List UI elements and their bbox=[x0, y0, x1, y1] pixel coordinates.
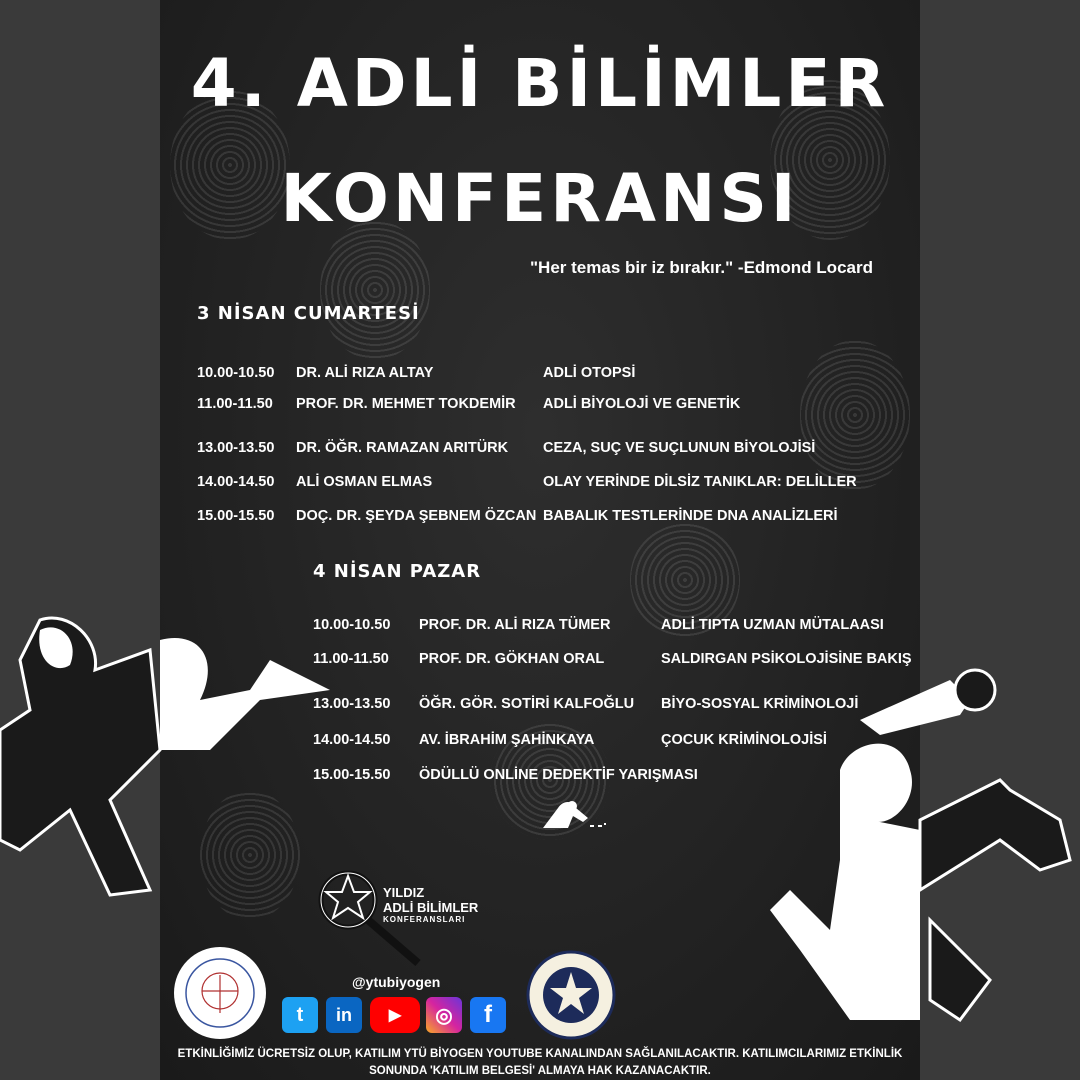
ytu-university-seal-icon bbox=[526, 950, 616, 1040]
session-speaker: DR. ÖĞR. RAMAZAN ARITÜRK bbox=[296, 440, 509, 456]
footer-line-1: ETKİNLİĞİMİZ ÜCRETSİZ OLUP, KATILIM YTÜ BİYOGEN YOUTUBE KANALINDAN SAĞLANILACAKTIR. KATILIMCILARIMIZ ETKİNLİK bbox=[177, 1048, 903, 1060]
logo-text-yildiz: YILDIZ bbox=[383, 885, 425, 900]
session-topic: ÇOCUK KRİMİNOLOJİSİ bbox=[661, 732, 827, 748]
title-line-2: KONFERANSI bbox=[280, 160, 800, 237]
session-time: 15.00-15.50 bbox=[313, 767, 391, 783]
session-time: 14.00-14.50 bbox=[197, 474, 275, 490]
twitter-icon[interactable]: t bbox=[282, 997, 318, 1033]
session-speaker: PROF. DR. GÖKHAN ORAL bbox=[419, 651, 605, 667]
session-topic: ADLİ TIPTA UZMAN MÜTALAASI bbox=[661, 617, 884, 633]
linkedin-icon[interactable]: in bbox=[326, 997, 362, 1033]
session-speaker: DR. ALİ RIZA ALTAY bbox=[296, 365, 434, 381]
session-topic: SALDIRGAN PSİKOLOJİSİNE BAKIŞ bbox=[661, 651, 912, 667]
session-time: 11.00-11.50 bbox=[197, 396, 273, 412]
logo-text-adli-bilimler: ADLİ BİLİMLER bbox=[383, 900, 479, 915]
locard-quote: "Her temas bir iz bırakır." -Edmond Locard bbox=[530, 258, 873, 277]
session-topic: ADLİ OTOPSİ bbox=[543, 365, 636, 381]
biogen-club-seal-icon bbox=[172, 945, 268, 1041]
session-time: 10.00-10.50 bbox=[197, 365, 275, 381]
running-figure-left-illustration bbox=[0, 600, 340, 900]
footer-info bbox=[160, 1046, 920, 1080]
footer-line-2: SONUNDA 'KATILIM BELGESİ' ALMAYA HAK KAZANACAKTIR. bbox=[369, 1065, 711, 1077]
session-speaker: PROF. DR. MEHMET TOKDEMİR bbox=[296, 396, 516, 412]
session-topic: ADLİ BİYOLOJİ VE GENETİK bbox=[543, 396, 741, 412]
session-time: 13.00-13.50 bbox=[197, 440, 275, 456]
youtube-icon[interactable]: ▶ bbox=[370, 997, 420, 1033]
left-margin bbox=[0, 0, 160, 1080]
session-topic: OLAY YERİNDE DİLSİZ TANIKLAR: DELİLLER bbox=[543, 474, 857, 490]
facebook-icon[interactable]: f bbox=[470, 997, 506, 1033]
day1-heading: 3 NİSAN CUMARTESİ bbox=[197, 303, 420, 324]
crawling-detective-icon bbox=[538, 798, 608, 832]
session-topic: BABALIK TESTLERİNDE DNA ANALİZLERİ bbox=[543, 508, 838, 524]
session-time: 11.00-11.50 bbox=[313, 651, 389, 667]
session-time: 15.00-15.50 bbox=[197, 508, 275, 524]
session-speaker: DOÇ. DR. ŞEYDA ŞEBNEM ÖZCAN bbox=[296, 508, 537, 524]
session-speaker: PROF. DR. ALİ RIZA TÜMER bbox=[419, 617, 611, 633]
session-speaker: AV. İBRAHİM ŞAHİNKAYA bbox=[419, 732, 595, 748]
session-speaker: ALİ OSMAN ELMAS bbox=[296, 474, 433, 490]
instagram-icon[interactable]: ◎ bbox=[426, 997, 462, 1033]
day2-heading: 4 NİSAN PAZAR bbox=[313, 561, 482, 582]
session-topic: CEZA, SUÇ VE SUÇLUNUN BİYOLOJİSİ bbox=[543, 440, 816, 456]
fingerprint-decoration bbox=[800, 340, 910, 490]
session-time: 14.00-14.50 bbox=[313, 732, 391, 748]
logo-text-konferanslari: KONFERANSLARI bbox=[383, 915, 466, 924]
knife-figure-right-illustration bbox=[760, 660, 1080, 1080]
social-handle[interactable]: @ytubiyogen bbox=[352, 974, 441, 990]
session-topic: BİYO-SOSYAL KRİMİNOLOJİ bbox=[661, 696, 859, 712]
session-time: 13.00-13.50 bbox=[313, 696, 391, 712]
session-speaker: ÖDÜLLÜ ONLİNE DEDEKTİF YARIŞMASI bbox=[419, 767, 698, 783]
session-speaker: ÖĞR. GÖR. SOTİRİ KALFOĞLU bbox=[419, 696, 635, 712]
fingerprint-decoration bbox=[320, 220, 430, 360]
title-line-1: 4. ADLİ BİLİMLER bbox=[190, 45, 890, 122]
session-time: 10.00-10.50 bbox=[313, 617, 391, 633]
